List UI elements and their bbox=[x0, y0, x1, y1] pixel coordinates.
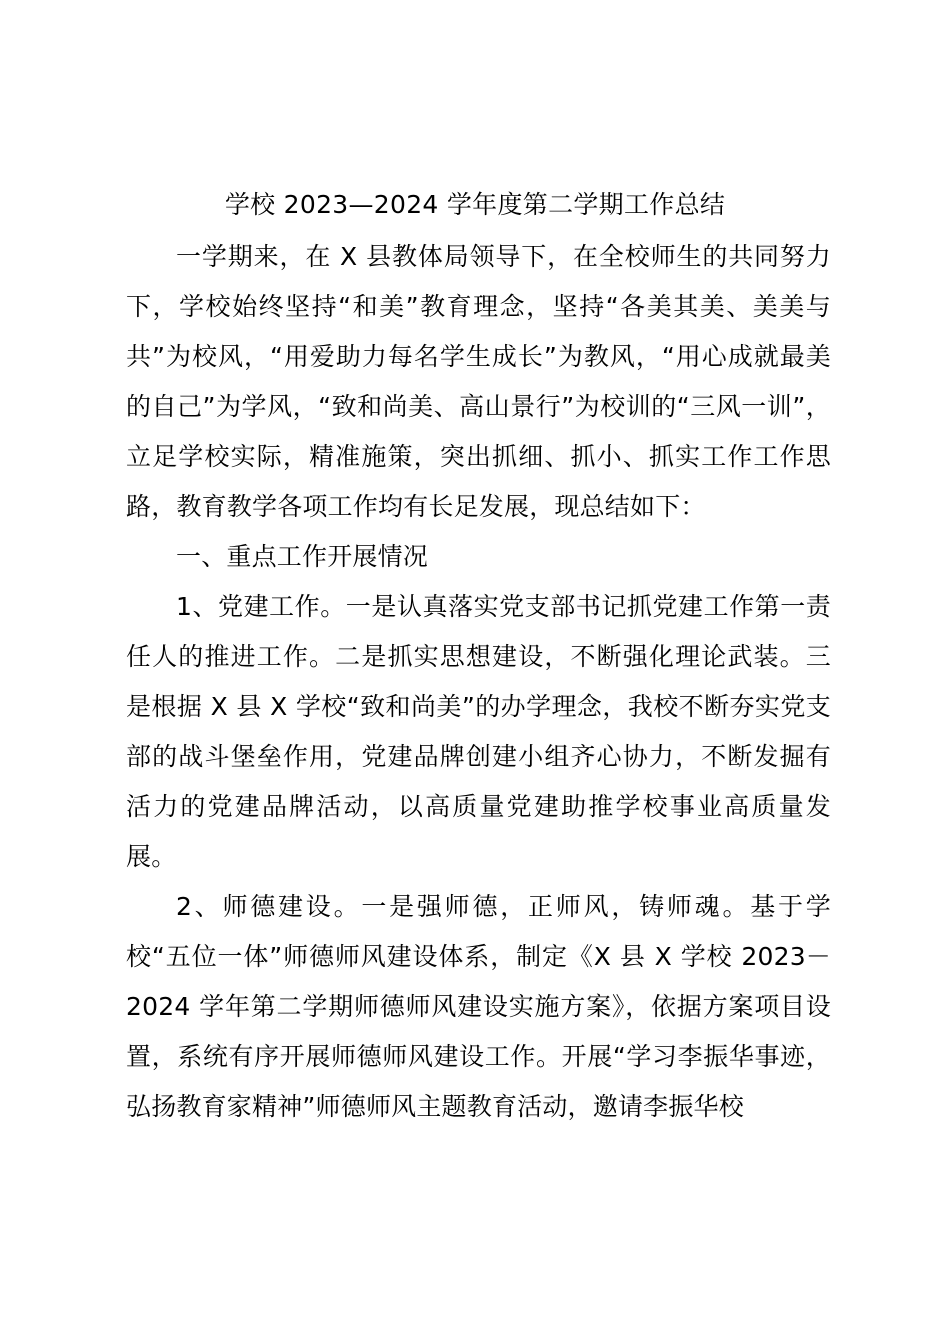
paragraph-teacher-ethics: 2、师德建设。一是强师德，正师风，铸师魂。基于学校“五位一体”师德师风建设体系，制定《X 县 X 学校 2023－2024 学年第二学期师德师风建设实施方案》，依据方案项目设置，系统有序开展师德师风建设工作。开展“学习李振华事迹，弘扬教育家精神”师德师风主题教育活动，邀请李振华校 bbox=[126, 892, 831, 1121]
document-body bbox=[126, 232, 831, 1132]
document-title: 学校 2023—2024 学年度第二学期工作总结 bbox=[224, 190, 726, 219]
paragraph-party-building: 1、党建工作。一是认真落实党支部书记抓党建工作第一责任人的推进工作。二是抓实思想建设，不断强化理论武装。三是根据 X 县 X 学校“致和尚美”的办学理念，我校不断夯实党支部的战斗堡垒作用，党建品牌创建小组齐心协力，不断发掘有活力的党建品牌活动，以高质量党建助推学校事业高质量发展。 bbox=[126, 592, 831, 871]
section-heading: 一、重点工作开展情况 bbox=[176, 542, 429, 571]
paragraph-intro: 一学期来，在 X 县教体局领导下，在全校师生的共同努力下，学校始终坚持“和美”教育理念，坚持“各美其美、美美与共”为校风，“用爱助力每名学生成长”为教风，“用心成就最美的自己”为学风，“致和尚美、高山景行”为校训的“三风一训”，立足学校实际，精准施策，突出抓细、抓小、抓实工作工作思路，教育教学各项工作均有长足发展，现总结如下： bbox=[126, 242, 831, 521]
